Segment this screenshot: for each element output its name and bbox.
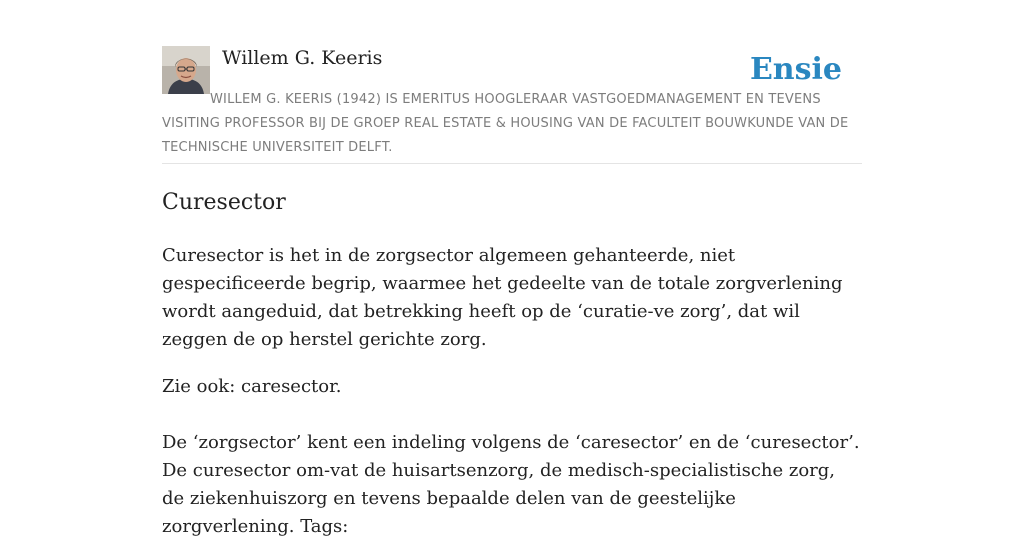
author-portrait-image xyxy=(162,46,210,94)
entry-paragraph-3: De ‘zorgsector’ kent een indeling volgens de ‘caresector’ en de ‘curesector’. De curesector om-vat de huisartsenzorg, de medisch-specialistische zorg, de ziekenhuiszorg en tevens bepaalde delen van de geestelijke zorgverlening. Tags: xyxy=(162,432,860,537)
ensie-logo[interactable]: Ensie xyxy=(749,52,842,87)
entry-paragraph-1: Curesector is het in de zorgsector algemeen gehanteerde, niet gespecificeerde begrip, waarmee het gedeelte van de totale zorgverlening wordt aangeduid, dat betrekking heeft op de ‘curatie-ve zorg’, dat wil zeggen de op herstel gerichte zorg. xyxy=(162,245,843,350)
author-header xyxy=(162,0,862,164)
entry-title: Curesector xyxy=(162,190,286,215)
author-name-link[interactable]: Willem G. Keeris xyxy=(222,47,383,69)
author-bio: WILLEM G. KEERIS (1942) IS EMERITUS HOOGLERAAR VASTGOEDMANAGEMENT EN TEVENS VISITING PROFESSOR BIJ DE GROEP REAL ESTATE & HOUSING VAN DE FACULTEIT BOUWKUNDE VAN DE TECHNISCHE UNIVERSITEIT DELFT. xyxy=(162,92,849,155)
content-column xyxy=(162,0,862,541)
entry-paragraph-2: Zie ook: caresector. xyxy=(162,376,342,397)
author-avatar[interactable] xyxy=(162,46,210,94)
